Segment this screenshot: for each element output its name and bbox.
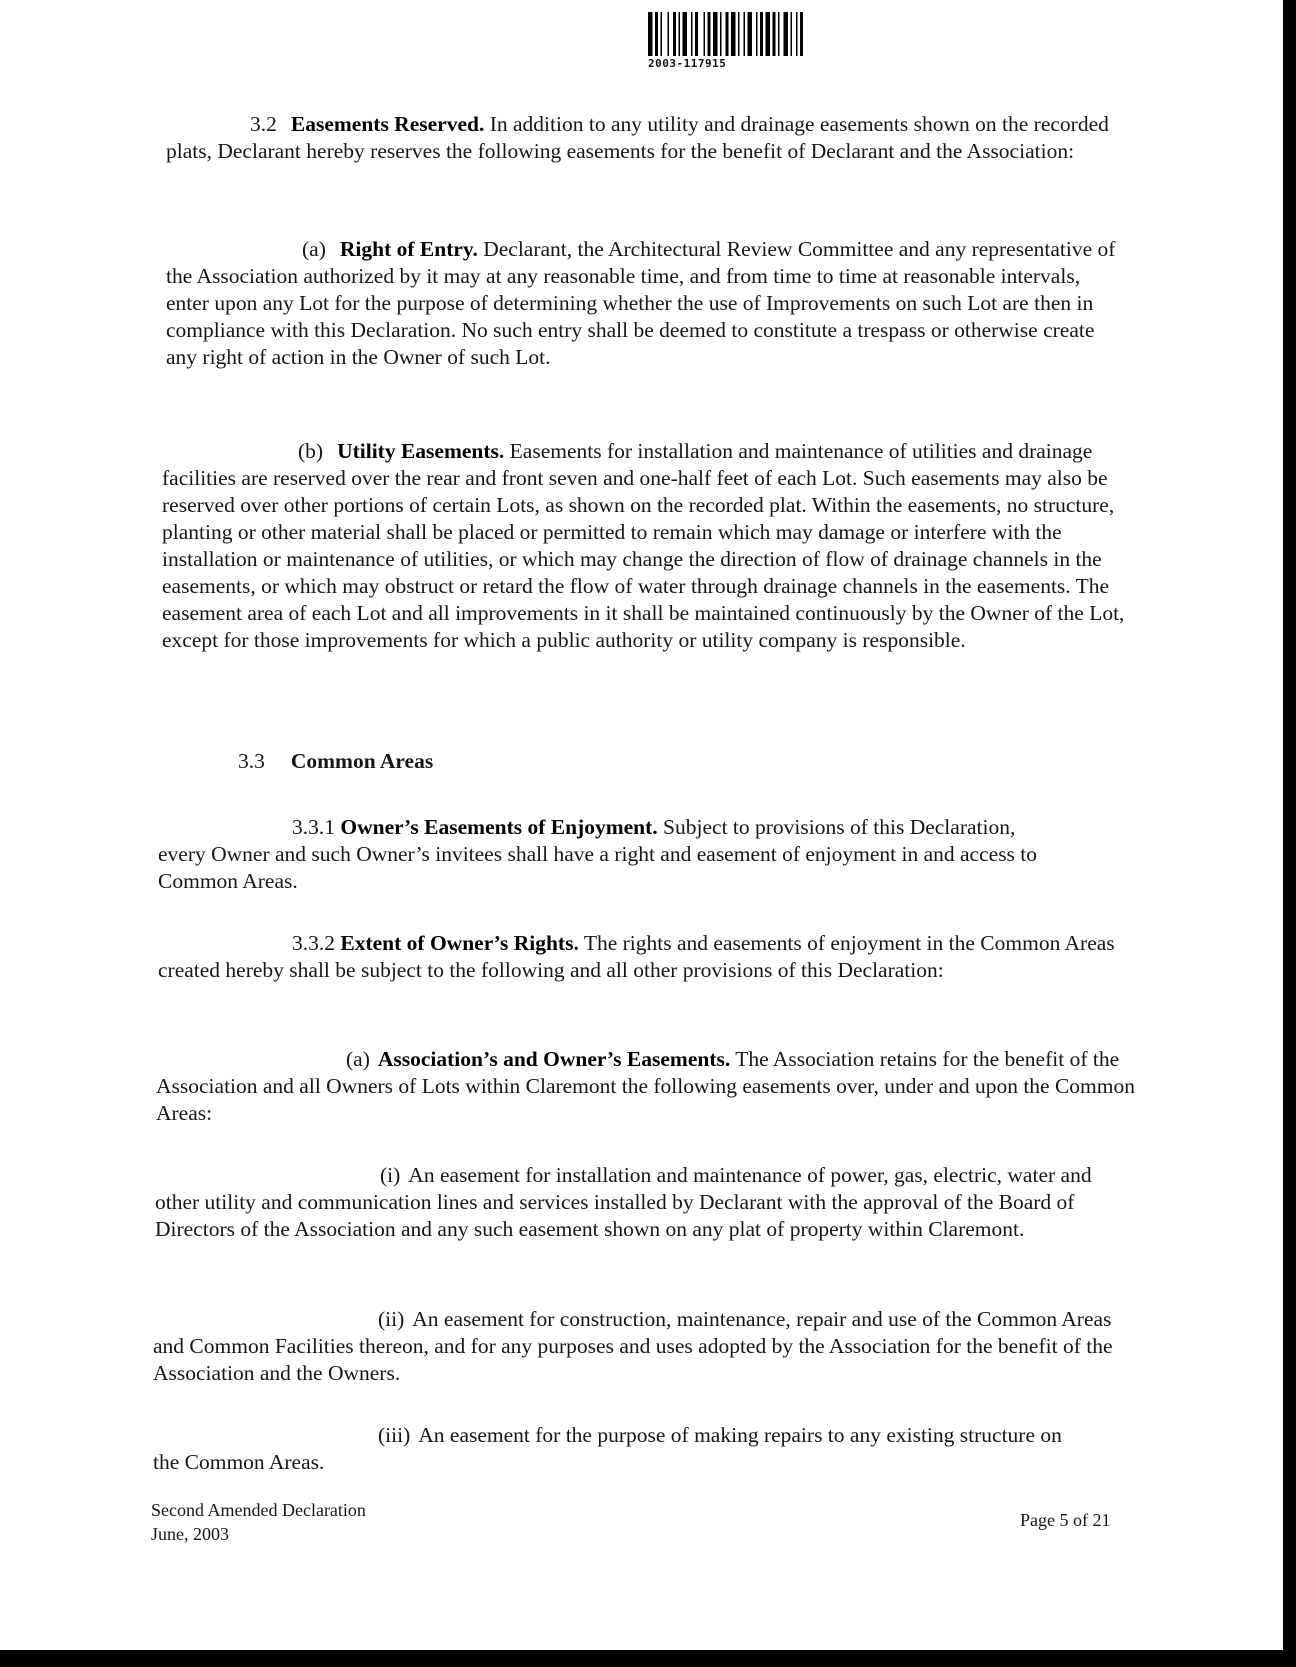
- barcode-bar: [648, 12, 653, 56]
- barcode-bar: [800, 12, 803, 56]
- footer-doc-title: Second Amended Declaration: [151, 1500, 366, 1520]
- section-3-2-title: Easements Reserved.: [290, 112, 485, 136]
- section-3-3-2-title: Extent of Owner’s Rights.: [340, 931, 579, 955]
- barcode-number: 2003-117915: [648, 57, 727, 70]
- barcode-bar: [704, 12, 706, 56]
- section-3-3-title: Common Areas: [290, 749, 434, 773]
- item-a-text: Declarant, the Architectural Review Committee and any representative of the Association authorized by it may at any reasonable time, and from time to time at reasonable intervals, enter upon any Lot for the purpose of determining whether the use of Improvements on such Lot are then in compliance with this Declaration. No such entry shall be deemed to constitute a trespass or otherwise create any right of action in the Owner of such Lot.: [166, 237, 1116, 369]
- barcode-bar: [726, 12, 729, 56]
- barcode-bar: [778, 12, 780, 56]
- barcode-bar: [679, 12, 681, 56]
- footer-left: [151, 1498, 366, 1546]
- section-3-2: [166, 111, 1136, 165]
- barcode-bar: [766, 12, 771, 56]
- item-b-utility-easements: [162, 438, 1140, 654]
- barcode-bar: [744, 12, 746, 56]
- barcode-bar: [784, 12, 789, 56]
- section-3-3-1-number: 3.3.1: [292, 815, 335, 839]
- barcode-bar: [791, 12, 793, 56]
- barcode-bar: [708, 12, 711, 56]
- section-3-3-2: [158, 930, 1118, 984]
- section-3-3: [238, 748, 433, 775]
- barcode-bar: [683, 12, 688, 56]
- sub-a-text: The Association retains for the benefit of the Association and all Owners of Lots within Claremont the following easements over, under and upon the Common Areas:: [156, 1047, 1135, 1125]
- barcode-bar: [713, 12, 718, 56]
- section-3-3-1-text: Subject to provisions of this Declaration, every Owner and such Owner’s invitees shall have a right and easement of enjoyment in and access to Common Areas.: [158, 815, 1038, 893]
- item-a-right-of-entry: [166, 236, 1116, 371]
- item-b-title: Utility Easements.: [337, 439, 505, 463]
- section-3-3-1-title: Owner’s Easements of Enjoyment.: [340, 815, 658, 839]
- barcode-bar: [691, 12, 693, 56]
- barcode-bar: [661, 12, 663, 56]
- sub-ii-text: An easement for construction, maintenance, repair and use of the Common Areas and Common Facilities thereon, and for any purposes and uses adopted by the Association for the benefit of the Association and the Owners.: [153, 1307, 1113, 1385]
- footer-date: June, 2003: [151, 1524, 229, 1544]
- barcode-bar: [731, 12, 736, 56]
- sub-ii-label: (ii): [378, 1307, 405, 1331]
- footer-page-number: Page 5 of 21: [1020, 1510, 1111, 1530]
- barcode-bar: [773, 12, 776, 56]
- sub-iii: [153, 1422, 1083, 1476]
- barcode-bar: [738, 12, 740, 56]
- barcode-bar: [655, 12, 658, 56]
- item-a-label: (a): [302, 237, 326, 261]
- barcode-image: [648, 12, 874, 56]
- sub-i-text: An easement for installation and maintenance of power, gas, electric, water and other utility and communication lines and services installed by Declarant with the approval of the Board of Directors of the Association and any such easement shown on any plat of property within Claremont.: [155, 1163, 1092, 1241]
- barcode-bar: [796, 12, 798, 56]
- section-3-3-1: [158, 814, 1068, 895]
- sub-a-title: Association’s and Owner’s Easements.: [377, 1047, 731, 1071]
- item-b-label: (b): [298, 439, 324, 463]
- sub-i-label: (i): [380, 1163, 401, 1187]
- barcode-bar: [673, 12, 676, 56]
- sub-a-easements: [156, 1046, 1136, 1127]
- sub-iii-text: An easement for the purpose of making repairs to any existing structure on the Common Areas.: [153, 1423, 1062, 1474]
- barcode-bar: [720, 12, 722, 56]
- barcode-bar: [756, 12, 758, 56]
- barcode-bar: [695, 12, 698, 56]
- section-3-3-number: 3.3: [238, 749, 265, 773]
- sub-iii-label: (iii): [378, 1423, 411, 1447]
- section-3-2-text: In addition to any utility and drainage easements shown on the recorded plats, Declarant hereby reserves the following easements for the benefit of Declarant and the Association:: [166, 112, 1109, 163]
- item-b-text: Easements for installation and maintenance of utilities and drainage facilities are reserved over the rear and front seven and one-half feet of each Lot. Such easements may also be reserved over other portions of certain Lots, as shown on the recorded plat. Within the easements, no structure, planting or other material shall be placed or permitted to remain which may damage or interfere with the installation or maintenance of utilities, or which may change the direction of flow of drainage channels in the easements, or which may obstruct or retard the flow of water through drainage channels in the easements. The easement area of each Lot and all improvements in it shall be maintained continuously by the Owner of the Lot, except for those improvements for which a public authority or utility company is responsible.: [162, 439, 1125, 652]
- section-3-2-number: 3.2: [250, 112, 277, 136]
- section-3-3-2-text: The rights and easements of enjoyment in the Common Areas created hereby shall be subject to the following and all other provisions of this Declaration:: [158, 931, 1115, 982]
- barcode-bar: [760, 12, 763, 56]
- sub-a-label: (a): [346, 1047, 370, 1071]
- sub-i: [155, 1162, 1130, 1243]
- barcode-bar: [668, 12, 670, 56]
- barcode-bar: [748, 12, 753, 56]
- item-a-title: Right of Entry.: [339, 237, 478, 261]
- sub-ii: [153, 1306, 1128, 1387]
- section-3-3-2-number: 3.3.2: [292, 931, 335, 955]
